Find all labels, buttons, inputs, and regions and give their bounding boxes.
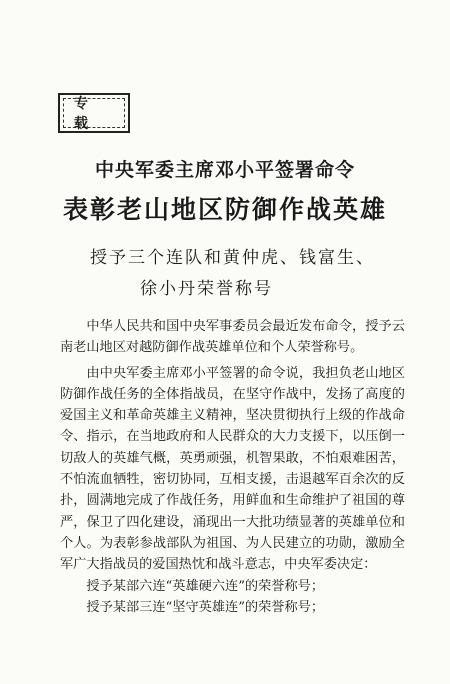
- paragraph-order: 由中央军委主席邓小平签署的命令说，我担负老山地区防御作战任务的全体指战员，在坚守作战中，发扬了高度的爱国主义和革命英雄主义精神，坚决贯彻执行上级的作战命令、指示，在当地政府和人民群众的大力支援下，以压倒一切敌人的英雄气概，英勇顽强，机智果敢，不怕艰难困苦，不怕流血牺牲，密切协同，互相支援，击退越军百余次的反扑，圆满地完成了作战任务，用鲜血和生命维护了祖国的尊严，保卫了四化建设，涌现出一大批功绩显著的英雄单位和个人。为表彰参战部队为祖国、为人民建立的功勋，激励全军广大指战员的爱国热忱和战斗意志，中央军委决定：: [60, 365, 405, 573]
- headline-line-2: 表彰老山地区防御作战英雄: [62, 195, 387, 224]
- award-item-2: 授予某部三连“坚守英雄连”的荣誉称号；: [86, 599, 325, 615]
- column-label: 专 载: [63, 98, 125, 128]
- subtitle-line-1: 授予三个连队和黄仲虎、钱富生、: [90, 248, 375, 268]
- column-label-box: [58, 93, 130, 133]
- article-body: [60, 316, 405, 618]
- headline-line-1: 中央军委主席邓小平签署命令: [94, 159, 355, 181]
- paragraph-intro: 中华人民共和国中央军事委员会最近发布命令，授予云南老山地区对越防御作战英雄单位和个人荣誉称号。: [60, 319, 405, 356]
- subtitle-line-2: 徐小丹荣誉称号: [140, 279, 273, 299]
- award-item-1: 授予某部六连“英雄硬六连”的荣誉称号；: [86, 578, 325, 594]
